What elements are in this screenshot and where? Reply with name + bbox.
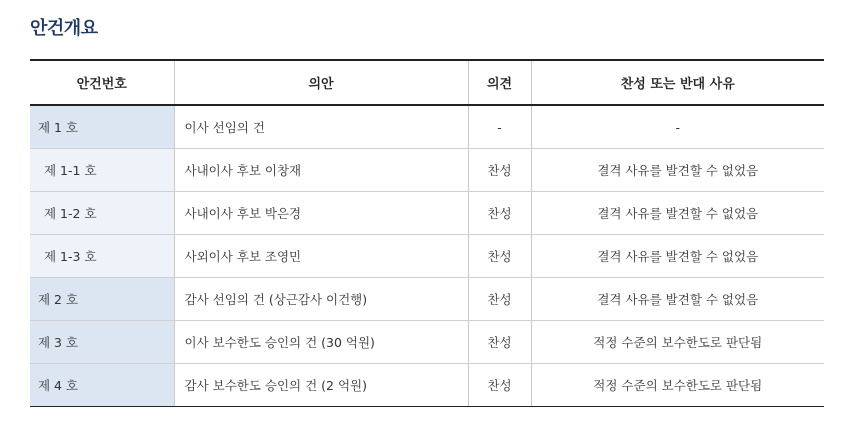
table-row: [30, 235, 824, 278]
reason-cell: -: [531, 105, 824, 149]
section-title: 안건개요: [30, 18, 98, 39]
reason-cell: 결격 사유를 발견할 수 없었음: [531, 278, 824, 321]
agenda-table-header: [30, 60, 824, 105]
agenda-number-cell: 제 1 호: [30, 105, 174, 149]
agenda-number-cell: 제 3 호: [30, 321, 174, 364]
opinion-cell: 찬성: [468, 321, 531, 364]
agenda-item-cell: 사외이사 후보 조영민: [174, 235, 468, 278]
opinion-cell: 찬성: [468, 149, 531, 192]
agenda-item-cell: 사내이사 후보 박은경: [174, 192, 468, 235]
agenda-number-cell: 제 1-3 호: [30, 235, 174, 278]
reason-cell: 결격 사유를 발견할 수 없었음: [531, 192, 824, 235]
reason-cell: 결격 사유를 발견할 수 없었음: [531, 149, 824, 192]
agenda-item-cell: 이사 선임의 건: [174, 105, 468, 149]
table-row: [30, 278, 824, 321]
table-row: [30, 321, 824, 364]
agenda-number-cell: 제 1-2 호: [30, 192, 174, 235]
reason-cell: 결격 사유를 발견할 수 없었음: [531, 235, 824, 278]
opinion-cell: 찬성: [468, 235, 531, 278]
agenda-number-cell: 제 1-1 호: [30, 149, 174, 192]
header-reason: 찬성 또는 반대 사유: [531, 60, 824, 105]
agenda-number-cell: 제 2 호: [30, 278, 174, 321]
agenda-table: [30, 59, 824, 407]
agenda-item-cell: 감사 보수한도 승인의 건 (2 억원): [174, 364, 468, 407]
opinion-cell: 찬성: [468, 364, 531, 407]
header-agenda-number: 안건번호: [30, 60, 174, 105]
reason-cell: 적정 수준의 보수한도로 판단됨: [531, 321, 824, 364]
agenda-item-cell: 이사 보수한도 승인의 건 (30 억원): [174, 321, 468, 364]
opinion-cell: 찬성: [468, 278, 531, 321]
table-row: [30, 149, 824, 192]
header-opinion: 의견: [468, 60, 531, 105]
agenda-table-body: [30, 105, 824, 407]
table-row: [30, 105, 824, 149]
reason-cell: 적정 수준의 보수한도로 판단됨: [531, 364, 824, 407]
opinion-cell: -: [468, 105, 531, 149]
header-agenda-item: 의안: [174, 60, 468, 105]
table-row: [30, 192, 824, 235]
header-row: [30, 60, 824, 105]
agenda-item-cell: 감사 선임의 건 (상근감사 이건행): [174, 278, 468, 321]
agenda-number-cell: 제 4 호: [30, 364, 174, 407]
agenda-item-cell: 사내이사 후보 이창재: [174, 149, 468, 192]
opinion-cell: 찬성: [468, 192, 531, 235]
table-row: [30, 364, 824, 407]
